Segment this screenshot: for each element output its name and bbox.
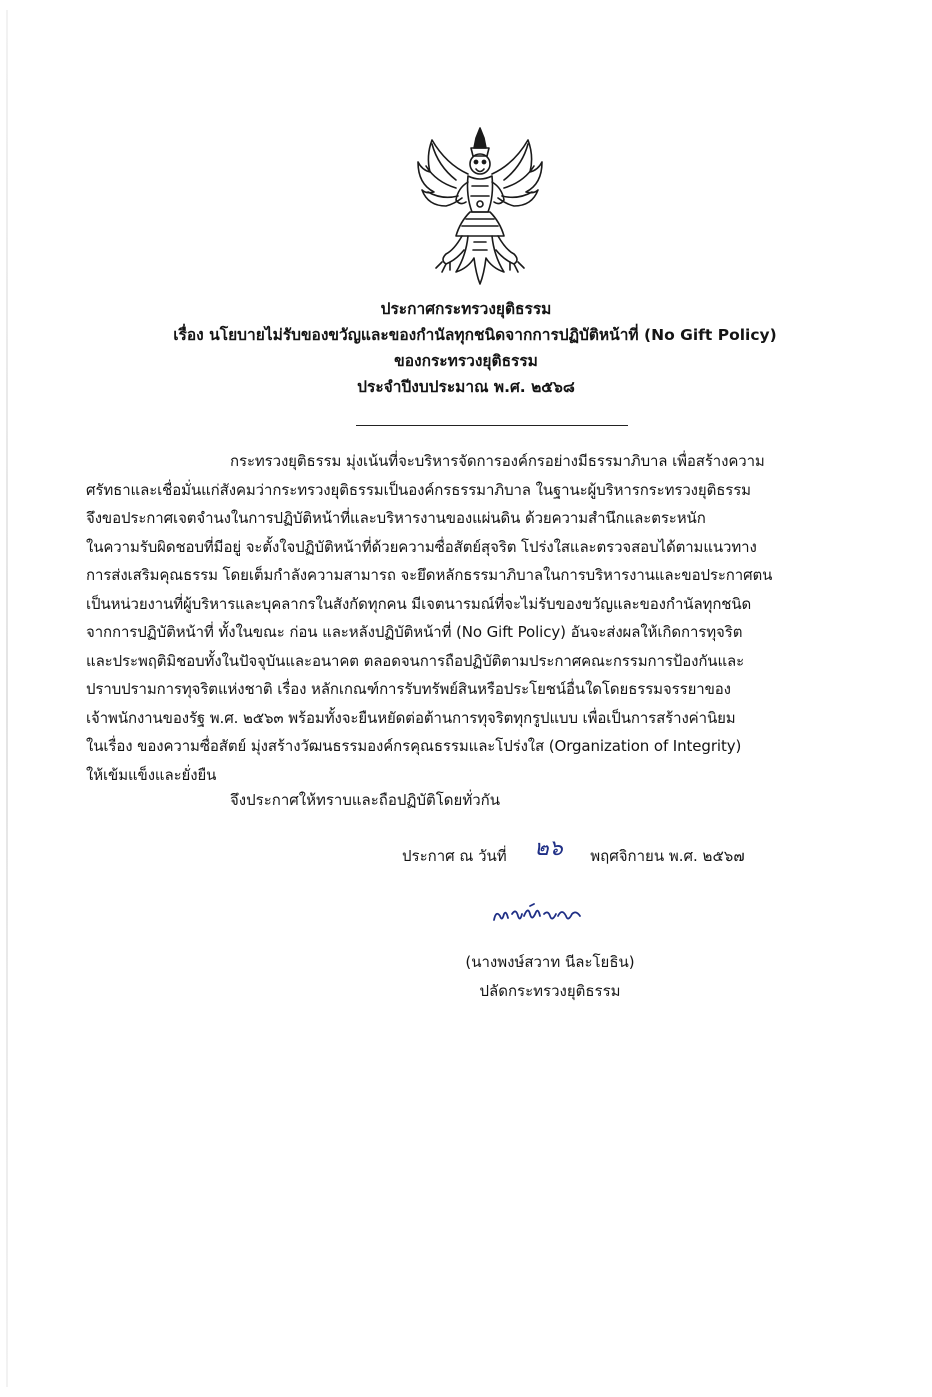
date-suffix: พฤศจิกายน พ.ศ. ๒๕๖๗ [590,847,745,865]
date-day-handwritten: ๒๖ [534,836,563,861]
heading-divider [356,425,628,426]
body-line: เจ้าพนักงานของรัฐ พ.ศ. ๒๕๖๓ พร้อมทั้งจะยืนหยัดต่อต้านการทุจริตทุกรูปแบบ เพื่อเป็นการสร้างค่านิยม [86,708,736,727]
body-line: จึงขอประกาศเจตจำนงในการปฏิบัติหน้าที่และบริหารงานของแผ่นดิน ด้วยความสำนึกและตระหนัก [86,509,706,527]
closing-statement: จึงประกาศให้ทราบและถือปฏิบัติโดยทั่วกัน [230,791,500,809]
announcement-title: ประกาศกระทรวงยุติธรรม [380,300,552,318]
body-line: การส่งเสริมคุณธรรม โดยเต็มกำลังความสามารถ จะยึดหลักธรรมาภิบาลในการบริหารงานและขอประกาศตน [86,566,773,584]
garuda-emblem-icon [416,126,544,288]
body-line: และประพฤติมิชอบทั้งในปัจจุบันและอนาคต ตลอดจนการถือปฏิบัติตามประกาศคณะกรรมการป้องกันและ [86,651,745,670]
page-edge-shadow [6,10,8,1387]
announcement-subject: เรื่อง นโยบายไม่รับของขวัญและของกำนัลทุกชนิดจากการปฏิบัติหน้าที่ (No Gift Policy) [173,326,777,344]
announcement-organization: ของกระทรวงยุติธรรม [394,352,538,370]
body-line: ในความรับผิดชอบที่มีอยู่ จะตั้งใจปฏิบัติหน้าที่ด้วยความซื่อสัตย์สุจริต โปร่งใสและตรวจสอบได้ตามแนวทาง [86,537,757,556]
announcement-body [86,447,850,789]
body-line: ศรัทธาและเชื่อมั่นแก่สังคมว่ากระทรวงยุติธรรมเป็นองค์กรธรรมาภิบาล ในฐานะผู้บริหารกระทรวงยุติธรรม [86,480,751,499]
announcement-date [402,836,745,871]
heading-block [0,296,932,400]
date-prefix: ประกาศ ณ วันที่ [402,847,507,865]
announcement-fiscal-year: ประจำปีงบประมาณ พ.ศ. ๒๕๖๘ [357,378,575,396]
handwritten-signature [490,902,586,930]
body-line: กระทรวงยุติธรรม มุ่งเน้นที่จะบริหารจัดการองค์กรอย่างมีธรรมาภิบาล เพื่อสร้างความ [230,452,765,470]
body-line: เป็นหน่วยงานที่ผู้บริหารและบุคลากรในสังกัดทุกคน มีเจตนารมณ์ที่จะไม่รับของขวัญและของกำนัลทุกชนิด [86,594,752,613]
body-line: ให้เข้มแข็งและยั่งยืน [86,765,217,784]
body-line: ในเรื่อง ของความซื่อสัตย์ มุ่งสร้างวัฒนธรรมองค์กรคุณธรรมและโปร่งใส (Organization of Integrity) [86,737,742,755]
signer-name: (นางพงษ์สวาท นีละโยธิน) [465,953,635,971]
signer-title: ปลัดกระทรวงยุติธรรม [479,982,621,1000]
body-line: จากการปฏิบัติหน้าที่ ทั้งในขณะ ก่อน และหลังปฏิบัติหน้าที่ (No Gift Policy) อันจะส่งผลให้เกิดการทุจริต [86,623,743,641]
body-line: ปราบปรามการทุจริตแห่งชาติ เรื่อง หลักเกณฑ์การรับทรัพย์สินหรือประโยชน์อื่นใดโดยธรรมจรรยาของ [86,680,731,698]
